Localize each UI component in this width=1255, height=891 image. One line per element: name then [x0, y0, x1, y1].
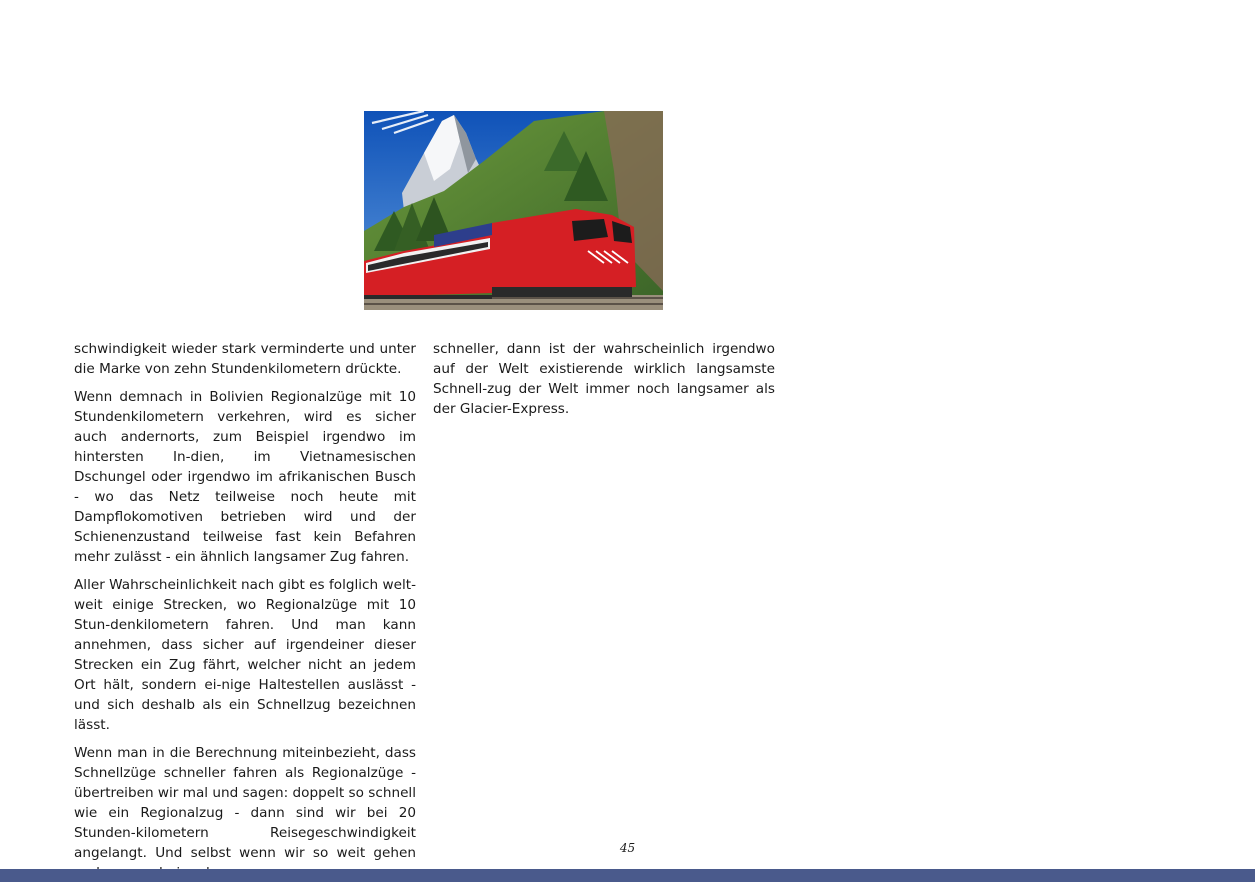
text-column-left — [74, 339, 416, 891]
paragraph: schneller, dann ist der wahrscheinlich irgendwo auf der Welt existierende wirklich langsamste Schnell-zug der Welt immer noch langsamer als der Glacier-Express. — [433, 341, 775, 417]
paragraph: Wenn man in die Berechnung miteinbezieht, dass Schnellzüge schneller fahren als Regionalzüge - übertreiben wir mal und sagen: doppelt so schnell wie ein Regionalzug - dann sind wir bei 20 Stunden-kilometern Reisegeschwindigkeit angelangt. Und selbst wenn wir so weit gehen — [74, 745, 416, 861]
text-column-right — [433, 339, 775, 427]
page-number: 45 — [619, 841, 636, 855]
paragraph: Aller Wahrscheinlichkeit nach gibt es folglich welt-weit einige Strecken, wo Regionalzüge mit 10 Stun-denkilometern fahren. Und man kann annehmen, dass sicher auf irgendeiner dieser Strecken ein Zug fährt, welcher nicht an jedem Ort hält, sondern ei-nige Haltestellen auslässt - und sich deshalb als ein Schnellzug bezeichnen lässt. — [74, 577, 416, 733]
footer-bar — [0, 869, 1255, 882]
paragraph: schwindigkeit wieder stark verminderte und unter die Marke von zehn Stundenkilometern drückte. — [74, 341, 416, 377]
paragraph: Wenn demnach in Bolivien Regionalzüge mit 10 Stundenkilometern verkehren, wird es sicher auch andernorts, zum Beispiel irgendwo im hintersten In-dien, im Vietnamesischen Dschungel oder irgendwo im afrikanischen Busch - wo das Netz teilweise noch heute mit Dampflokomotiven betrieben wird und der Schienenzustand teilweise fast kein Befahren mehr zulässt - ein ähnlich langsamer Zug fahren. — [74, 389, 416, 565]
glacier-express-photo — [364, 111, 663, 310]
